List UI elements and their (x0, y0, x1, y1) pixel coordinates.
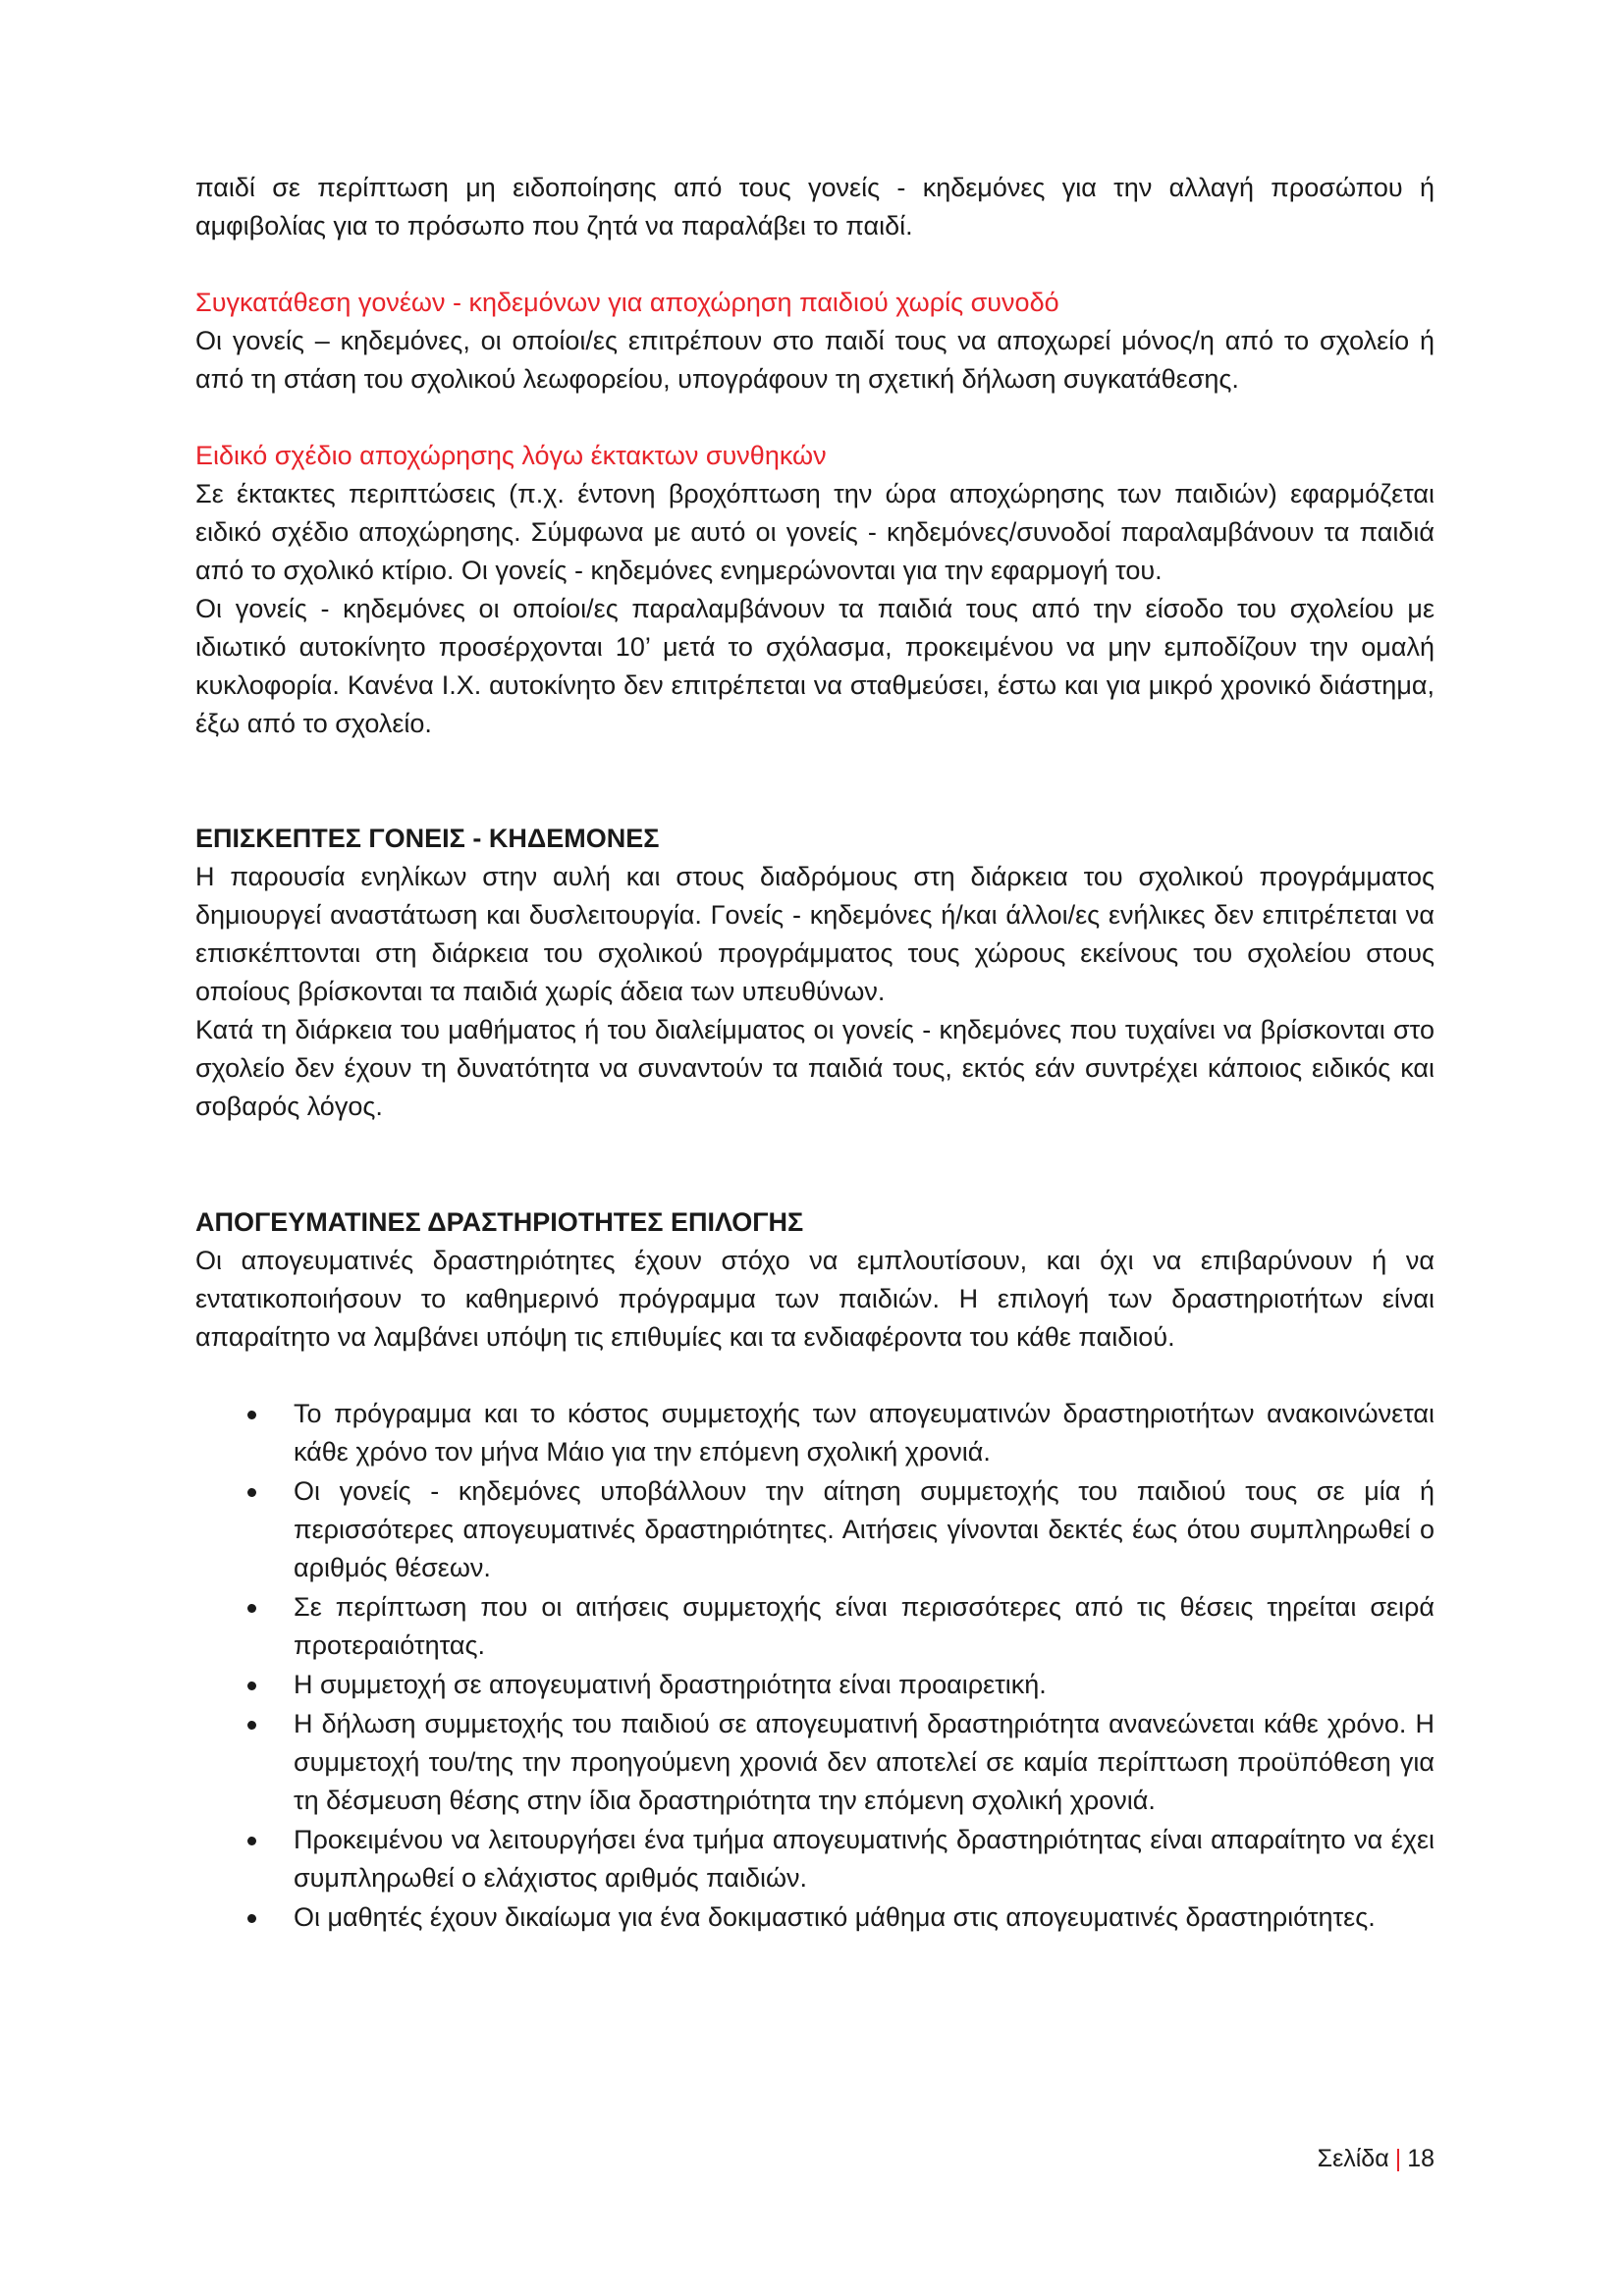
list-item-text: Η συμμετοχή σε απογευματινή δραστηριότητα είναι προαιρετική. (294, 1670, 1047, 1699)
special-plan-paragraph-1: Σε έκτακτες περιπτώσεις (π.χ. έντονη βροχόπτωση την ώρα αποχώρησης των παιδιών) εφαρμόζεται ειδικό σχέδιο αποχώρησης. Σύμφωνα με αυτό οι γονείς - κηδεμόνες/συνοδοί παραλαμβάνουν τα παιδιά από το σχολικό κτίριο. Οι γονείς - κηδεμόνες ενημερώνονται για την εφαρμογή του. (195, 479, 1435, 585)
list-item (195, 1898, 1435, 1937)
intro-paragraph: παιδί σε περίπτωση μη ειδοποίησης από τους γονείς - κηδεμόνες για την αλλαγή προσώπου ή αμφιβολίας για το πρόσωπο που ζητά να παραλάβει το παιδί. (195, 173, 1435, 240)
footer-separator: | (1394, 2145, 1402, 2172)
page-label: Σελίδα (1317, 2145, 1389, 2172)
afternoon-activities-paragraph: Οι απογευματινές δραστηριότητες έχουν στόχο να εμπλουτίσουν, και όχι να επιβαρύνουν ή να εντατικοποιήσουν το καθημερινό πρόγραμμα των παιδιών. Η επιλογή των δραστηριοτήτων είναι απαραίτητο να λαμβάνει υπόψη τις επιθυμίες και τα ενδιαφέροντα του κάθε παιδιού. (195, 1246, 1435, 1352)
list-item-text: Οι γονείς - κηδεμόνες υποβάλλουν την αίτηση συμμετοχής του παιδιού τους σε μία ή περισσότερες απογευματινές δραστηριότητες. Αιτήσεις γίνονται δεκτές έως ότου συμπληρωθεί ο αριθμός θέσεων. (294, 1476, 1435, 1582)
consent-paragraph: Οι γονείς – κηδεμόνες, οι οποίοι/ες επιτρέπουν στο παιδί τους να αποχωρεί μόνος/η από το σχολείο ή από τη στάση του σχολικού λεωφορείου, υπογράφουν τη σχετική δήλωση συγκατάθεσης. (195, 326, 1435, 394)
bullet-icon (247, 1837, 256, 1845)
bullet-icon (247, 1721, 256, 1730)
afternoon-activities-list (195, 1395, 1435, 1937)
list-item (195, 1821, 1435, 1897)
page-number: 18 (1407, 2145, 1435, 2172)
page-footer (1318, 2144, 1435, 2173)
visitors-paragraph-1: Η παρουσία ενηλίκων στην αυλή και στους διαδρόμους στη διάρκεια του σχολικού προγράμματος δημιουργεί αναστάτωση και δυσλειτουργία. Γονείς - κηδεμόνες ή/και άλλοι/ες ενήλικες δεν επιτρέπεται να επισκέπτονται στη διάρκεια του σχολικού προγράμματος τους χώρους εκείνους του σχολείου στους οποίους βρίσκονται τα παιδιά χωρίς άδεια των υπευθύνων. (195, 862, 1435, 1006)
consent-heading: Συγκατάθεση γονέων - κηδεμόνων για αποχώρηση παιδιού χωρίς συνοδό (195, 288, 1059, 317)
special-plan-paragraph-2: Οι γονείς - κηδεμόνες οι οποίοι/ες παραλαμβάνουν τα παιδιά τους από την είσοδο του σχολείου με ιδιωτικό αυτοκίνητο προσέρχονται 10’ μετά το σχόλασμα, προκειμένου να μην εμποδίζουν την ομαλή κυκλοφορία. Κανένα Ι.Χ. αυτοκίνητο δεν επιτρέπεται να σταθμεύσει, έστω και για μικρό χρονικό διάστημα, έξω από το σχολείο. (195, 594, 1435, 738)
list-item (195, 1395, 1435, 1471)
visitors-paragraph-2: Κατά τη διάρκεια του μαθήματος ή του διαλείμματος οι γονείς - κηδεμόνες που τυχαίνει να βρίσκονται στο σχολείο δεν έχουν τη δυνατότητα να συναντούν τα παιδιά τους, εκτός εάν συντρέχει κάποιος ειδικός και σοβαρός λόγος. (195, 1015, 1435, 1121)
list-item (195, 1588, 1435, 1665)
list-item-text: Το πρόγραμμα και το κόστος συμμετοχής των απογευματινών δραστηριοτήτων ανακοινώνεται κάθε χρόνο τον μήνα Μάιο για την επόμενη σχολική χρονιά. (294, 1399, 1435, 1467)
bullet-icon (247, 1604, 256, 1613)
list-item-text: Σε περίπτωση που οι αιτήσεις συμμετοχής είναι περισσότερες από τις θέσεις τηρείται σειρά προτεραιότητας. (294, 1592, 1435, 1660)
bullet-icon (247, 1488, 256, 1497)
afternoon-activities-heading: ΑΠΟΓΕΥΜΑΤΙΝΕΣ ΔΡΑΣΤΗΡΙΟΤΗΤΕΣ ΕΠΙΛΟΓΗΣ (195, 1207, 804, 1237)
list-item (195, 1666, 1435, 1704)
list-item-text: Προκειμένου να λειτουργήσει ένα τμήμα απογευματινής δραστηριότητας είναι απαραίτητο να έχει συμπληρωθεί ο ελάχιστος αριθμός παιδιών. (294, 1825, 1435, 1893)
list-item-text: Οι μαθητές έχουν δικαίωμα για ένα δοκιμαστικό μάθημα στις απογευματινές δραστηριότητες. (294, 1902, 1376, 1932)
list-item (195, 1472, 1435, 1587)
visitors-heading: ΕΠΙΣΚΕΠΤΕΣ ΓΟΝΕΙΣ - ΚΗΔΕΜΟΝΕΣ (195, 824, 660, 853)
document-body (195, 169, 1435, 1938)
bullet-icon (247, 1411, 256, 1419)
bullet-icon (247, 1914, 256, 1923)
list-item-text: Η δήλωση συμμετοχής του παιδιού σε απογευματινή δραστηριότητα ανανεώνεται κάθε χρόνο. Η συμμετοχή του/της την προηγούμενη χρονιά δεν αποτελεί σε καμία περίπτωση προϋπόθεση για τη δέσμευση θέσης στην ίδια δραστηριότητα την επόμενη σχολική χρονιά. (294, 1709, 1435, 1815)
special-plan-heading: Ειδικό σχέδιο αποχώρησης λόγω έκτακτων συνθηκών (195, 441, 827, 470)
list-item (195, 1705, 1435, 1820)
bullet-icon (247, 1682, 256, 1690)
